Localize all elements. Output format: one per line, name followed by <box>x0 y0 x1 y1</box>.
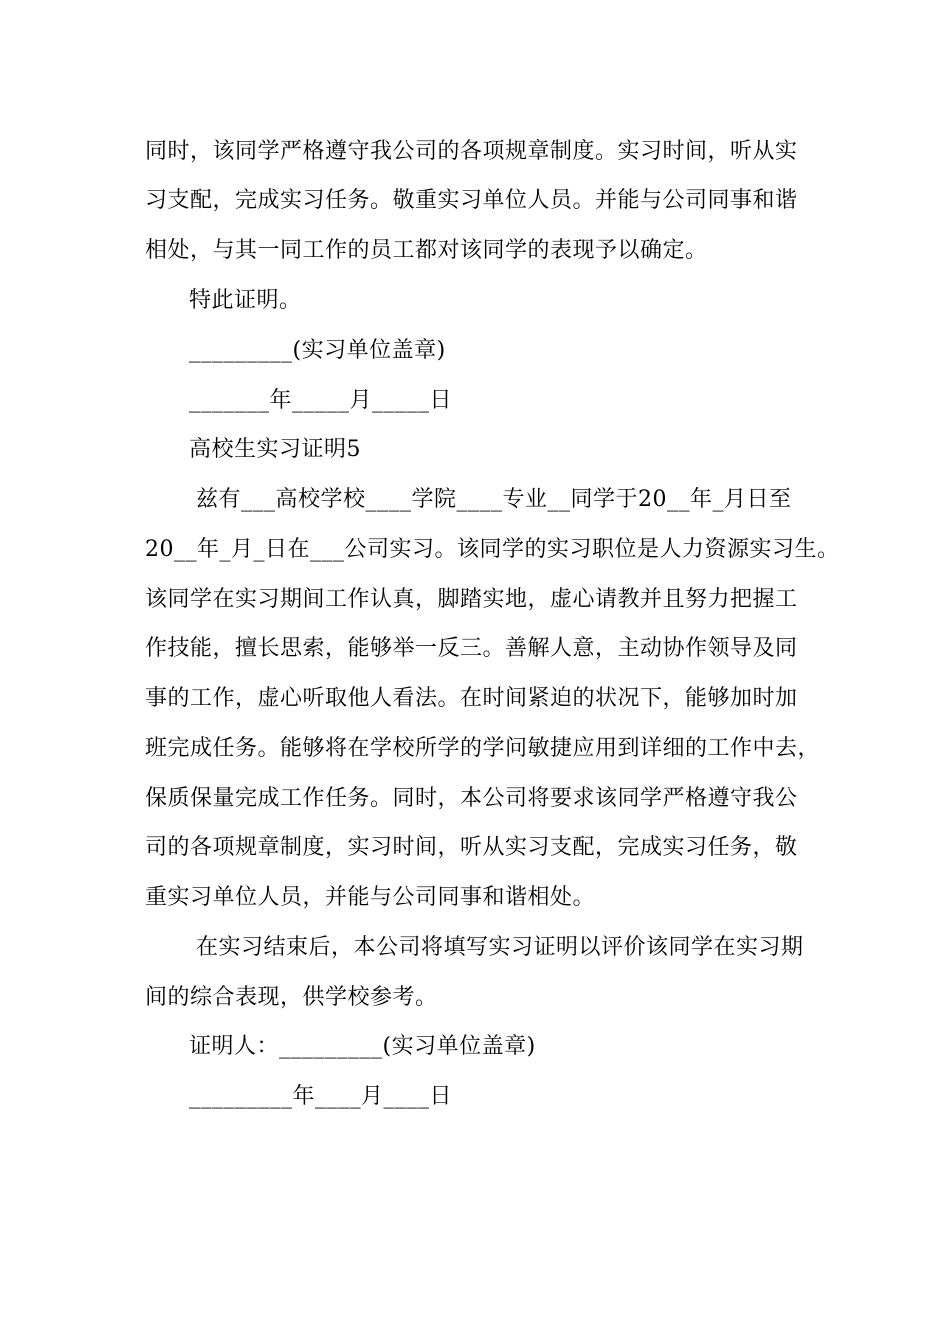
paragraph-line: 司的各项规章制度，实习时间，听从实习支配，完成实习任务，敬 <box>145 835 798 860</box>
paragraph-line: 习支配，完成实习任务。敬重实习单位人员。并能与公司同事和谐 <box>145 188 798 213</box>
paragraph-line: 班完成任务。能够将在学校所学的学问敏捷应用到详细的工作中去， <box>145 736 821 761</box>
paragraph-line: 在实习结束后，本公司将填写实习证明以评价该同学在实习期 <box>196 935 804 960</box>
certifier-line: 证明人：_________(实习单位盖章) <box>189 1034 536 1059</box>
certify-text: 特此证明。 <box>189 288 302 313</box>
seal-line: _________(实习单位盖章) <box>189 338 446 363</box>
paragraph-line: 间的综合表现，供学校参考。 <box>145 985 438 1010</box>
section-title: 高校生实习证明5 <box>189 437 361 462</box>
paragraph-line: 相处，与其一同工作的员工都对该同学的表现予以确定。 <box>145 238 708 263</box>
date-line: _________年____月____日 <box>189 1084 453 1109</box>
paragraph-line: 保质保量完成工作任务。同时，本公司将要求该同学严格遵守我公 <box>145 786 798 811</box>
date-line: _______年_____月_____日 <box>189 388 453 413</box>
paragraph-line: 重实习单位人员，并能与公司同事和谐相处。 <box>145 885 596 910</box>
paragraph-line: 兹有___高校学校____学院____专业__同学于20__年_月日至 <box>196 487 792 512</box>
paragraph-line: 作技能，擅长思索，能够举一反三。善解人意，主动协作领导及同 <box>145 636 798 661</box>
paragraph-line: 事的工作，虚心听取他人看法。在时间紧迫的状况下，能够加时加 <box>145 686 798 711</box>
paragraph-line: 同时，该同学严格遵守我公司的各项规章制度。实习时间，听从实 <box>145 139 798 164</box>
paragraph-line: 该同学在实习期间工作认真，脚踏实地，虚心请教并且努力把握工 <box>145 587 798 612</box>
paragraph-line: 20__年_月_日在___公司实习。该同学的实习职位是人力资源实习生。 <box>145 537 840 562</box>
